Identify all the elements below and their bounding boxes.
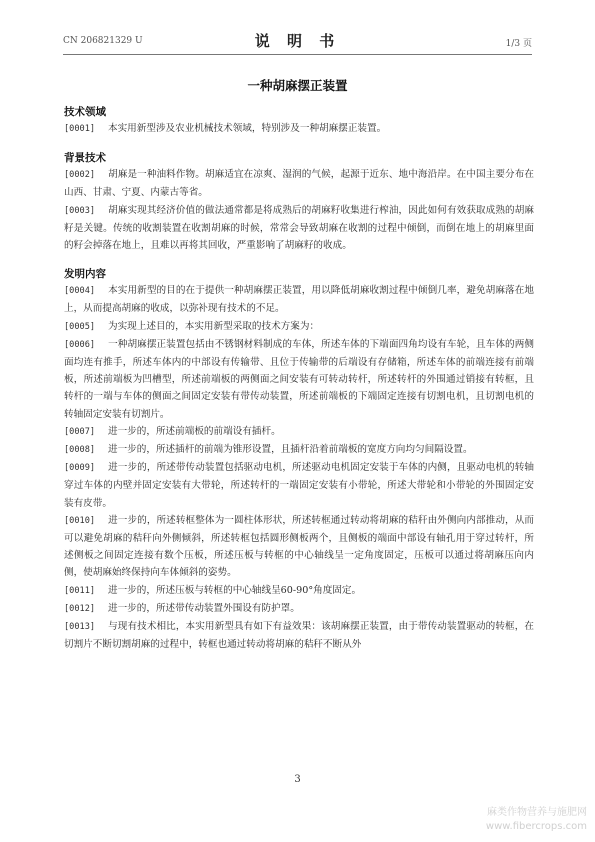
- section-heading: 技术领域: [64, 106, 106, 118]
- paragraph-text: 胡麻实现其经济价值的做法通常都是将成熟后的胡麻籽收集进行榨油，因此如何有效获取成熟的胡麻籽是关键。传统的收割装置在收割胡麻的时候，常常会导致胡麻在收割的过程中倾倒，而倒在地上的胡麻里面的籽会掉落在地上，且难以再将其回收，严重影响了胡麻籽的收成。: [64, 204, 534, 252]
- paragraph: [64, 120, 534, 138]
- watermark: [486, 806, 587, 834]
- paragraph: [64, 512, 534, 582]
- page-header: [63, 30, 532, 52]
- paragraph-number: [0013]: [64, 622, 96, 633]
- paragraph-text: 为实现上述目的，本实用新型采取的技术方案为：: [108, 320, 320, 332]
- section-title: 说 明 书: [254, 32, 341, 50]
- section-heading: 发明内容: [64, 268, 106, 281]
- paragraph: [64, 282, 534, 317]
- paragraph-number: [0012]: [64, 603, 96, 614]
- document-title: 一种胡麻摆正装置: [247, 78, 348, 93]
- paragraph-text: 本实用新型涉及农业机械技术领域，特别涉及一种胡麻摆正装置。: [108, 123, 387, 134]
- watermark-url: www.fibercrops.com: [485, 821, 587, 832]
- page-info: 1/3 页: [505, 39, 532, 49]
- paragraph: [64, 441, 534, 459]
- paragraph-number: [0001]: [64, 124, 96, 134]
- paragraph-text: 一种胡麻摆正装置包括由不锈钢材料制成的车体，所述车体的下端面四角均设有车轮，且车体的两侧面均连有推手，所述车体内的中部设有传输带、且位于传输带的后端设有存储箱，所述车体的前端连接有前端板，所述前端板为凹槽型，所述前端板的两侧面之间安装有可转动转杆，所述转杆的外围通过销接有转框，且转杆的一端与车体的侧面之间固定安装有带传动装置，所述前端板的下端固定连接有切割电机，且切割电机的转轴固定安装有切割片。: [64, 338, 534, 420]
- paragraph: [64, 459, 534, 512]
- paragraph-text: 进一步的，所述转框整体为一圆柱体形状，所述转框通过转动将胡麻的秸秆由外侧向内部推动，从而可以避免胡麻的秸秆向外侧倾斜，所述转框包括圆形侧板两个，且侧板的端面中部设有轴孔用于穿过转杆，所述侧板之间固定连接有数个压板，所述压板与转框的中心轴线呈一定角度固定，压板可以通过将胡麻压向内侧，使胡麻始终保持向车体倾斜的姿势。: [64, 514, 534, 579]
- paragraph-number: [0011]: [64, 585, 96, 596]
- paragraph-text: 进一步的，所述前端板的前端设有插杆。: [108, 425, 281, 437]
- paragraph-text: 本实用新型的目的在于提供一种胡麻摆正装置，用以降低胡麻收割过程中倾倒几率，避免胡麻落在地上，从而提高胡麻的收成，以弥补现有技术的不足。: [64, 285, 534, 315]
- paragraph-number: [0010]: [64, 515, 96, 526]
- paragraph-number: [0004]: [64, 286, 96, 297]
- page-number: 3: [294, 774, 301, 785]
- paragraph: [64, 336, 534, 423]
- patent-number: CN 206821329 U: [63, 36, 143, 46]
- paragraph: [64, 318, 534, 336]
- section-gap: [64, 138, 534, 150]
- paragraph-text: 与现有技术相比，本实用新型具有如下有益效果：该胡麻摆正装置，由于带传动装置驱动的转框，在切割片不断切割胡麻的过程中，转框也通过转动将胡麻的秸秆不断从外: [64, 621, 534, 651]
- document-body: [64, 104, 534, 653]
- paragraph-text: 进一步的，所述压板与转框的中心轴线呈60-90°角度固定。: [108, 584, 362, 596]
- paragraph-number: [0006]: [64, 339, 96, 350]
- section-gap: [64, 254, 534, 266]
- paragraph-number: [0005]: [64, 321, 96, 332]
- paragraph: [64, 423, 534, 441]
- paragraph: [64, 166, 534, 201]
- paragraph: [64, 202, 534, 255]
- paragraph-text: 进一步的，所述带传动装置包括驱动电机，所述驱动电机固定安装于车体的内侧，且驱动电机的转轴穿过车体的内壁并固定安装有大带轮，所述转杆的一端固定安装有小带轮，所述大带轮和小带轮的外围固定安装有皮带。: [64, 462, 534, 509]
- paragraph-text: 进一步的，所述带传动装置外围设有防护罩。: [108, 602, 300, 614]
- section-heading: 背景技术: [64, 152, 106, 165]
- watermark-text: 麻类作物营养与施肥网: [487, 807, 587, 818]
- paragraph: [64, 582, 534, 600]
- paragraph-text: 进一步的，所述插杆的前端为锥形设置，且插杆沿着前端板的宽度方向均匀间隔设置。: [108, 444, 473, 456]
- paragraph: [64, 600, 534, 618]
- paragraph-number: [0003]: [64, 205, 96, 216]
- paragraph-text: 胡麻是一种油料作物。胡麻适宜在凉爽、湿润的气候，起源于近东、地中海沿岸。在中国主要分布在山西、甘肃、宁夏、内蒙古等省。: [64, 169, 534, 199]
- header-divider: [63, 54, 532, 55]
- paragraph-number: [0007]: [64, 426, 96, 437]
- paragraph-number: [0002]: [64, 170, 96, 181]
- paragraph-number: [0009]: [64, 463, 96, 474]
- paragraph-number: [0008]: [64, 445, 96, 456]
- paragraph: [64, 618, 534, 653]
